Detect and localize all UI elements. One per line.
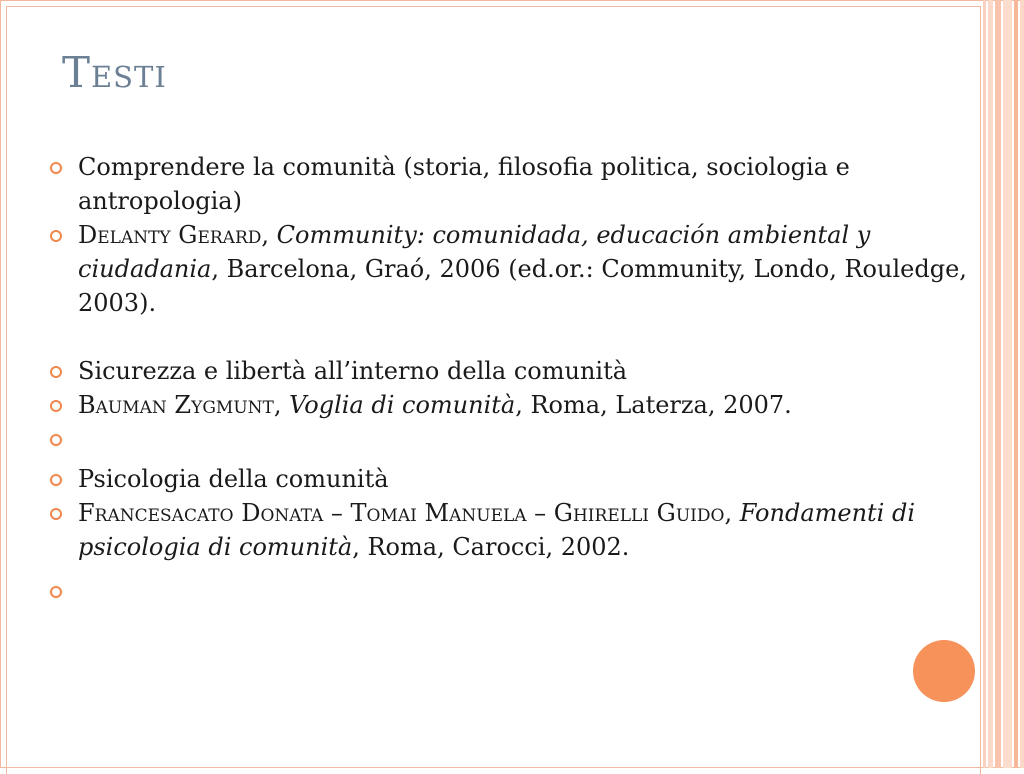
bullet-list xyxy=(50,150,970,608)
spacer xyxy=(50,320,970,354)
list-item xyxy=(50,462,970,496)
item-text: Sicurezza e libertà all’interno della comunità xyxy=(78,357,628,385)
decorative-stripes xyxy=(983,0,1024,768)
item-book-title: Fondamenti di psicologia di comunità xyxy=(78,499,916,561)
bullet-circle-icon xyxy=(50,162,62,174)
item-publication: , Roma, Laterza, 2007. xyxy=(515,391,792,419)
item-author: Francesacato Donata – Tomai Manuela – Ghirelli Guido xyxy=(78,499,725,527)
item-publication: , Barcelona, Graó, 2006 (ed.or.: Community, Londo, Rouledge, 2003). xyxy=(78,255,967,317)
list-item xyxy=(50,354,970,388)
item-text: Comprendere la comunità (storia, filosofia politica, sociologia e antropologia) xyxy=(78,153,850,215)
slide-title: Testi xyxy=(62,48,167,97)
item-separator: , xyxy=(273,391,290,419)
list-item xyxy=(50,496,970,564)
item-book-title: Community: comunidada, educación ambiental y ciudadania xyxy=(78,221,871,283)
bullet-circle-icon xyxy=(50,366,62,378)
list-item xyxy=(50,150,970,218)
bullet-circle-icon xyxy=(50,508,62,520)
list-item xyxy=(50,422,970,462)
decorative-circle xyxy=(913,640,975,702)
list-item xyxy=(50,218,970,320)
bullet-circle-icon xyxy=(50,230,62,242)
item-separator: , xyxy=(261,221,277,249)
item-text: Psicologia della comunità xyxy=(78,465,389,493)
item-author: Delanty Gerard xyxy=(78,221,262,249)
item-author: Bauman Zygmunt xyxy=(78,391,274,419)
item-publication: , Roma, Carocci, 2002. xyxy=(352,533,630,561)
bullet-circle-icon xyxy=(50,474,62,486)
bullet-circle-icon xyxy=(50,586,62,598)
item-book-title: Voglia di comunità xyxy=(289,391,516,419)
bullet-circle-icon xyxy=(50,400,62,412)
item-separator: , xyxy=(724,499,740,527)
bullet-circle-icon xyxy=(50,434,62,446)
list-item xyxy=(50,574,970,608)
list-item xyxy=(50,388,970,422)
